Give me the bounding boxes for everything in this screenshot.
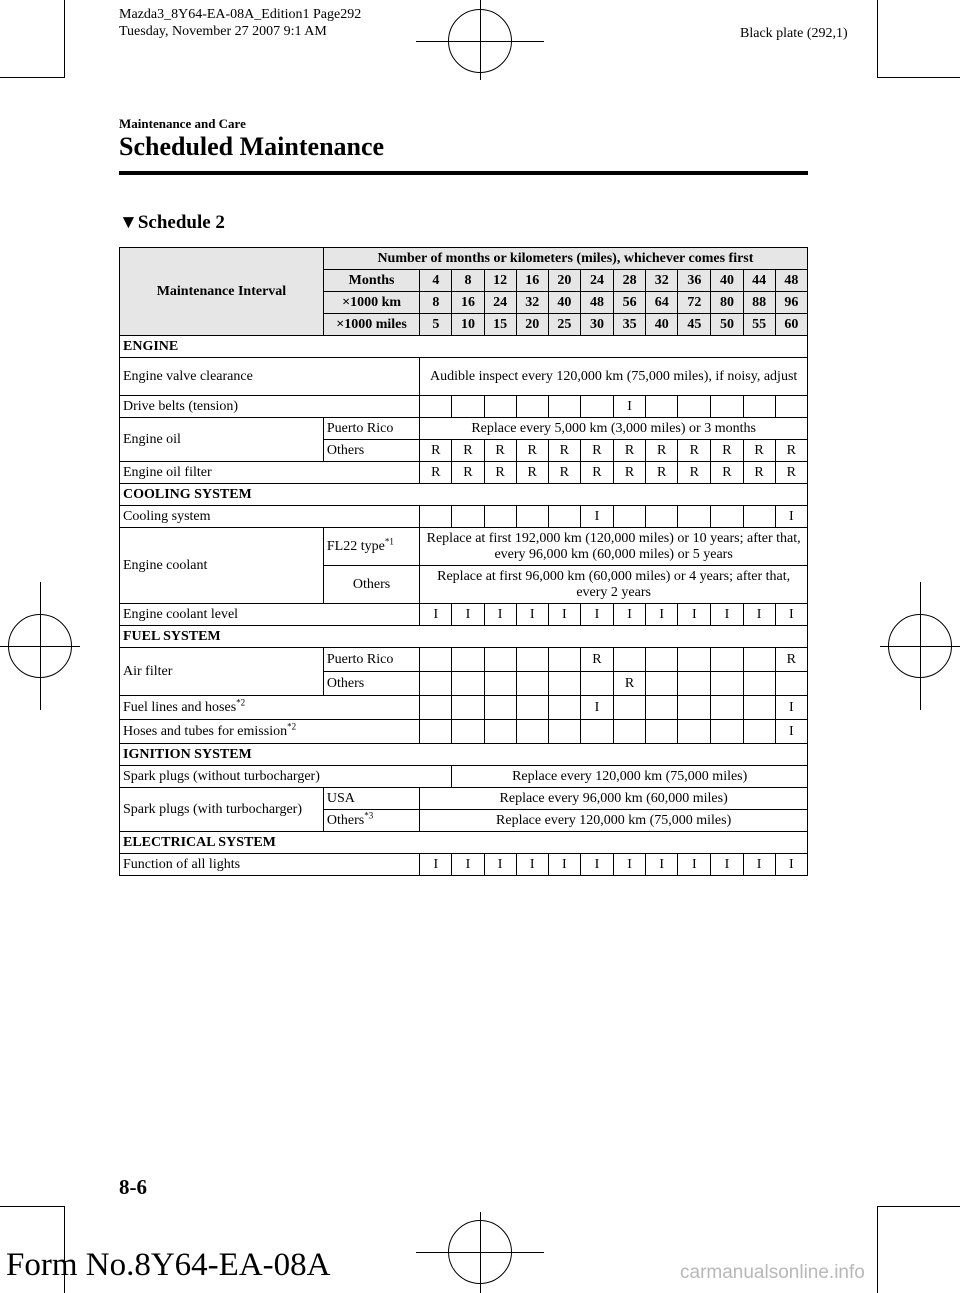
- schedule-cell: R: [646, 440, 678, 462]
- km-cell: 8: [420, 292, 452, 314]
- print-header-date: Tuesday, November 27 2007 9:1 AM: [119, 24, 327, 39]
- schedule-cell: I: [775, 720, 807, 744]
- km-cell: 64: [646, 292, 678, 314]
- oil-pr-note: Replace every 5,000 km (3,000 miles) or 3 months: [420, 418, 808, 440]
- schedule-cell: [420, 648, 452, 672]
- months-cell: 20: [548, 270, 580, 292]
- schedule-cell: [743, 396, 775, 418]
- schedule-cell: I: [420, 854, 452, 876]
- registration-mark-top: [416, 41, 544, 42]
- spark-plugs-usa-note: Replace every 96,000 km (60,000 miles): [420, 788, 808, 810]
- km-cell: 40: [548, 292, 580, 314]
- sub-others: Others: [323, 672, 419, 696]
- schedule-cell: [580, 672, 613, 696]
- schedule-cell: [711, 648, 743, 672]
- km-cell: 16: [452, 292, 484, 314]
- section-label: Maintenance and Care: [119, 116, 246, 131]
- schedule-cell: R: [743, 440, 775, 462]
- section-electrical-system: ELECTRICAL SYSTEM: [120, 832, 808, 854]
- schedule-cell: [548, 696, 580, 720]
- schedule-cell: [743, 506, 775, 528]
- km-cell: 56: [614, 292, 646, 314]
- months-label: Months: [323, 270, 419, 292]
- item-engine-coolant-level: Engine coolant level: [120, 604, 420, 626]
- registration-mark-left: [0, 646, 80, 647]
- km-cell: 72: [678, 292, 711, 314]
- schedule-cell: I: [614, 604, 646, 626]
- item-drive-belts: Drive belts (tension): [120, 396, 420, 418]
- crop-mark: [877, 1206, 878, 1293]
- schedule-cell: [711, 672, 743, 696]
- months-cell: 36: [678, 270, 711, 292]
- schedule-cell: R: [678, 462, 711, 484]
- schedule-cell: [548, 648, 580, 672]
- schedule-cell: R: [775, 462, 807, 484]
- schedule-cell: [711, 396, 743, 418]
- schedule-cell: R: [580, 462, 613, 484]
- schedule-cell: R: [775, 648, 807, 672]
- sub-others: Others: [323, 566, 419, 604]
- schedule-cell: I: [580, 854, 613, 876]
- schedule-cell: [678, 648, 711, 672]
- schedule-cell: I: [775, 604, 807, 626]
- crop-mark: [0, 1206, 65, 1207]
- schedule-cell: [646, 648, 678, 672]
- miles-cell: 10: [452, 314, 484, 336]
- others-label: Others: [326, 812, 365, 828]
- months-cell: 12: [484, 270, 516, 292]
- footnote-mark: *2: [236, 696, 246, 707]
- schedule-cell: R: [678, 440, 711, 462]
- schedule-cell: I: [516, 854, 548, 876]
- schedule-cell: [516, 720, 548, 744]
- schedule-heading: [119, 210, 225, 236]
- miles-cell: 15: [484, 314, 516, 336]
- schedule-cell: I: [452, 604, 484, 626]
- fuel-lines-label: Fuel lines and hoses: [123, 699, 237, 715]
- spark-plugs-no-turbo-note: Replace every 120,000 km (75,000 miles): [452, 766, 808, 788]
- miles-cell: 60: [775, 314, 807, 336]
- miles-cell: 35: [614, 314, 646, 336]
- schedule-cell: R: [711, 440, 743, 462]
- schedule-cell: [420, 672, 452, 696]
- schedule-cell: [516, 696, 548, 720]
- schedule-cell: [548, 672, 580, 696]
- schedule-cell: [678, 672, 711, 696]
- schedule-cell: [484, 672, 516, 696]
- footnote-mark: *3: [364, 809, 374, 820]
- schedule-cell: R: [614, 440, 646, 462]
- schedule-cell: I: [646, 854, 678, 876]
- sub-others: Others: [323, 440, 419, 462]
- schedule-cell: R: [646, 462, 678, 484]
- schedule-cell: R: [711, 462, 743, 484]
- schedule-cell: [646, 506, 678, 528]
- schedule-cell: [484, 720, 516, 744]
- registration-mark-right: [880, 646, 960, 647]
- months-cell: 48: [775, 270, 807, 292]
- miles-cell: 50: [711, 314, 743, 336]
- item-engine-oil-filter: Engine oil filter: [120, 462, 420, 484]
- schedule-cell: [452, 396, 484, 418]
- schedule-cell: R: [580, 648, 613, 672]
- km-cell: 80: [711, 292, 743, 314]
- crop-mark: [64, 0, 65, 78]
- schedule-cell: [516, 672, 548, 696]
- schedule-cell: [452, 648, 484, 672]
- schedule-cell: I: [420, 604, 452, 626]
- schedule-cell: R: [516, 440, 548, 462]
- km-cell: 32: [516, 292, 548, 314]
- schedule-cell: I: [580, 604, 613, 626]
- spark-plugs-others-note: Replace every 120,000 km (75,000 miles): [420, 810, 808, 832]
- km-cell: 24: [484, 292, 516, 314]
- item-engine-coolant: Engine coolant: [120, 528, 324, 604]
- watermark: carmanualsonline.info: [680, 1262, 865, 1283]
- schedule-cell: [678, 720, 711, 744]
- schedule-cell: [743, 648, 775, 672]
- schedule-cell: [484, 648, 516, 672]
- schedule-cell: [548, 506, 580, 528]
- item-spark-plugs-turbo: Spark plugs (with turbocharger): [120, 788, 324, 832]
- emission-hoses-label: Hoses and tubes for emission: [123, 723, 288, 739]
- schedule-cell: R: [484, 462, 516, 484]
- miles-cell: 25: [548, 314, 580, 336]
- interval-header: Maintenance Interval: [120, 248, 324, 336]
- schedule-cell: R: [548, 440, 580, 462]
- schedule-cell: I: [614, 854, 646, 876]
- schedule-cell: [420, 396, 452, 418]
- schedule-cell: [516, 506, 548, 528]
- schedule-cell: [678, 506, 711, 528]
- schedule-cell: R: [452, 462, 484, 484]
- schedule-cell: I: [775, 854, 807, 876]
- print-header: [119, 6, 361, 40]
- km-label: ×1000 km: [323, 292, 419, 314]
- whichever-header: Number of months or kilometers (miles), whichever comes first: [323, 248, 807, 270]
- schedule-cell: I: [775, 506, 807, 528]
- schedule-cell: [711, 696, 743, 720]
- months-cell: 40: [711, 270, 743, 292]
- section-cooling-system: COOLING SYSTEM: [120, 484, 808, 506]
- section-engine: ENGINE: [120, 336, 808, 358]
- item-function-of-all-lights: Function of all lights: [120, 854, 420, 876]
- schedule-cell: I: [614, 396, 646, 418]
- months-cell: 28: [614, 270, 646, 292]
- triangle-down-icon: ▼: [119, 212, 138, 233]
- print-header-file: Mazda3_8Y64-EA-08A_Edition1 Page292: [119, 7, 362, 22]
- schedule-cell: [614, 696, 646, 720]
- schedule-cell: R: [580, 440, 613, 462]
- section-ignition-system: IGNITION SYSTEM: [120, 744, 808, 766]
- item-engine-valve-clearance: Engine valve clearance: [120, 358, 420, 396]
- schedule-cell: I: [580, 506, 613, 528]
- km-cell: 88: [743, 292, 775, 314]
- months-cell: 44: [743, 270, 775, 292]
- crop-mark: [877, 0, 878, 78]
- schedule-cell: [452, 696, 484, 720]
- months-cell: 4: [420, 270, 452, 292]
- schedule-cell: I: [452, 854, 484, 876]
- schedule-cell: [614, 648, 646, 672]
- schedule-cell: [711, 720, 743, 744]
- valve-note: Audible inspect every 120,000 km (75,000 miles), if noisy, adjust: [420, 358, 808, 396]
- miles-cell: 30: [580, 314, 613, 336]
- schedule-cell: R: [614, 462, 646, 484]
- sub-fl22-type: [323, 528, 419, 566]
- miles-cell: 40: [646, 314, 678, 336]
- schedule-cell: I: [711, 854, 743, 876]
- schedule-cell: [775, 396, 807, 418]
- schedule-cell: [420, 720, 452, 744]
- schedule-cell: [743, 696, 775, 720]
- coolant-fl22-note: Replace at first 192,000 km (120,000 miles) or 10 years; after that, every 96,000 km (60,000 miles) or 5 years: [420, 528, 808, 566]
- schedule-cell: I: [646, 604, 678, 626]
- schedule-cell: [484, 506, 516, 528]
- schedule-cell: [646, 696, 678, 720]
- schedule-cell: R: [743, 462, 775, 484]
- schedule-heading-text: Schedule 2: [137, 212, 225, 233]
- schedule-cell: [775, 672, 807, 696]
- schedule-cell: [614, 720, 646, 744]
- page-number: 8-6: [119, 1175, 147, 1199]
- schedule-cell: [580, 720, 613, 744]
- schedule-cell: I: [743, 604, 775, 626]
- schedule-cell: I: [548, 854, 580, 876]
- form-number: Form No.8Y64-EA-08A: [6, 1247, 331, 1283]
- registration-mark-bottom: [416, 1252, 544, 1253]
- schedule-cell: [646, 396, 678, 418]
- schedule-cell: I: [516, 604, 548, 626]
- item-hoses-tubes-emission: [120, 720, 420, 744]
- km-cell: 48: [580, 292, 613, 314]
- schedule-cell: [711, 506, 743, 528]
- page-title: Scheduled Maintenance: [119, 132, 385, 161]
- schedule-cell: R: [775, 440, 807, 462]
- schedule-cell: R: [452, 440, 484, 462]
- footnote-mark: *2: [287, 720, 297, 731]
- plate-label: Black plate (292,1): [740, 26, 848, 41]
- crop-mark: [877, 1206, 960, 1207]
- item-spark-plugs-no-turbo: Spark plugs (without turbocharger): [120, 766, 452, 788]
- registration-mark-top: [480, 0, 481, 80]
- schedule-cell: R: [420, 462, 452, 484]
- schedule-cell: [452, 720, 484, 744]
- schedule-cell: [548, 720, 580, 744]
- schedule-cell: [516, 396, 548, 418]
- schedule-cell: R: [484, 440, 516, 462]
- schedule-cell: [452, 672, 484, 696]
- sub-others: [323, 810, 419, 832]
- item-engine-oil: Engine oil: [120, 418, 324, 462]
- miles-cell: 5: [420, 314, 452, 336]
- schedule-cell: [646, 672, 678, 696]
- crop-mark: [0, 77, 65, 78]
- schedule-cell: [452, 506, 484, 528]
- fl22-label: FL22 type: [326, 538, 385, 554]
- months-cell: 32: [646, 270, 678, 292]
- section-fuel-system: FUEL SYSTEM: [120, 626, 808, 648]
- schedule-cell: [420, 696, 452, 720]
- schedule-cell: [484, 696, 516, 720]
- schedule-cell: I: [484, 604, 516, 626]
- miles-cell: 45: [678, 314, 711, 336]
- miles-label: ×1000 miles: [323, 314, 419, 336]
- schedule-cell: I: [678, 604, 711, 626]
- schedule-cell: I: [548, 604, 580, 626]
- schedule-cell: R: [516, 462, 548, 484]
- schedule-cell: I: [711, 604, 743, 626]
- schedule-cell: [548, 396, 580, 418]
- schedule-cell: R: [614, 672, 646, 696]
- schedule-cell: [516, 648, 548, 672]
- sub-puerto-rico: Puerto Rico: [323, 648, 419, 672]
- schedule-cell: [678, 396, 711, 418]
- maintenance-schedule-table: [119, 247, 808, 876]
- schedule-cell: [484, 396, 516, 418]
- miles-cell: 55: [743, 314, 775, 336]
- schedule-cell: I: [484, 854, 516, 876]
- months-cell: 8: [452, 270, 484, 292]
- schedule-cell: I: [580, 696, 613, 720]
- schedule-cell: [678, 696, 711, 720]
- crop-mark: [877, 77, 960, 78]
- km-cell: 96: [775, 292, 807, 314]
- schedule-cell: [646, 720, 678, 744]
- schedule-cell: [580, 396, 613, 418]
- schedule-cell: [614, 506, 646, 528]
- footnote-mark: *1: [384, 535, 394, 546]
- months-cell: 24: [580, 270, 613, 292]
- schedule-cell: [420, 506, 452, 528]
- schedule-cell: [743, 672, 775, 696]
- schedule-cell: I: [775, 696, 807, 720]
- miles-cell: 20: [516, 314, 548, 336]
- item-fuel-lines-and-hoses: [120, 696, 420, 720]
- sub-puerto-rico: Puerto Rico: [323, 418, 419, 440]
- schedule-cell: R: [548, 462, 580, 484]
- schedule-cell: [743, 720, 775, 744]
- item-air-filter: Air filter: [120, 648, 324, 696]
- item-cooling-system: Cooling system: [120, 506, 420, 528]
- months-cell: 16: [516, 270, 548, 292]
- schedule-cell: I: [743, 854, 775, 876]
- coolant-others-note: Replace at first 96,000 km (60,000 miles) or 4 years; after that, every 2 years: [420, 566, 808, 604]
- title-rule: [119, 171, 808, 175]
- sub-usa: USA: [323, 788, 419, 810]
- schedule-cell: I: [678, 854, 711, 876]
- schedule-cell: R: [420, 440, 452, 462]
